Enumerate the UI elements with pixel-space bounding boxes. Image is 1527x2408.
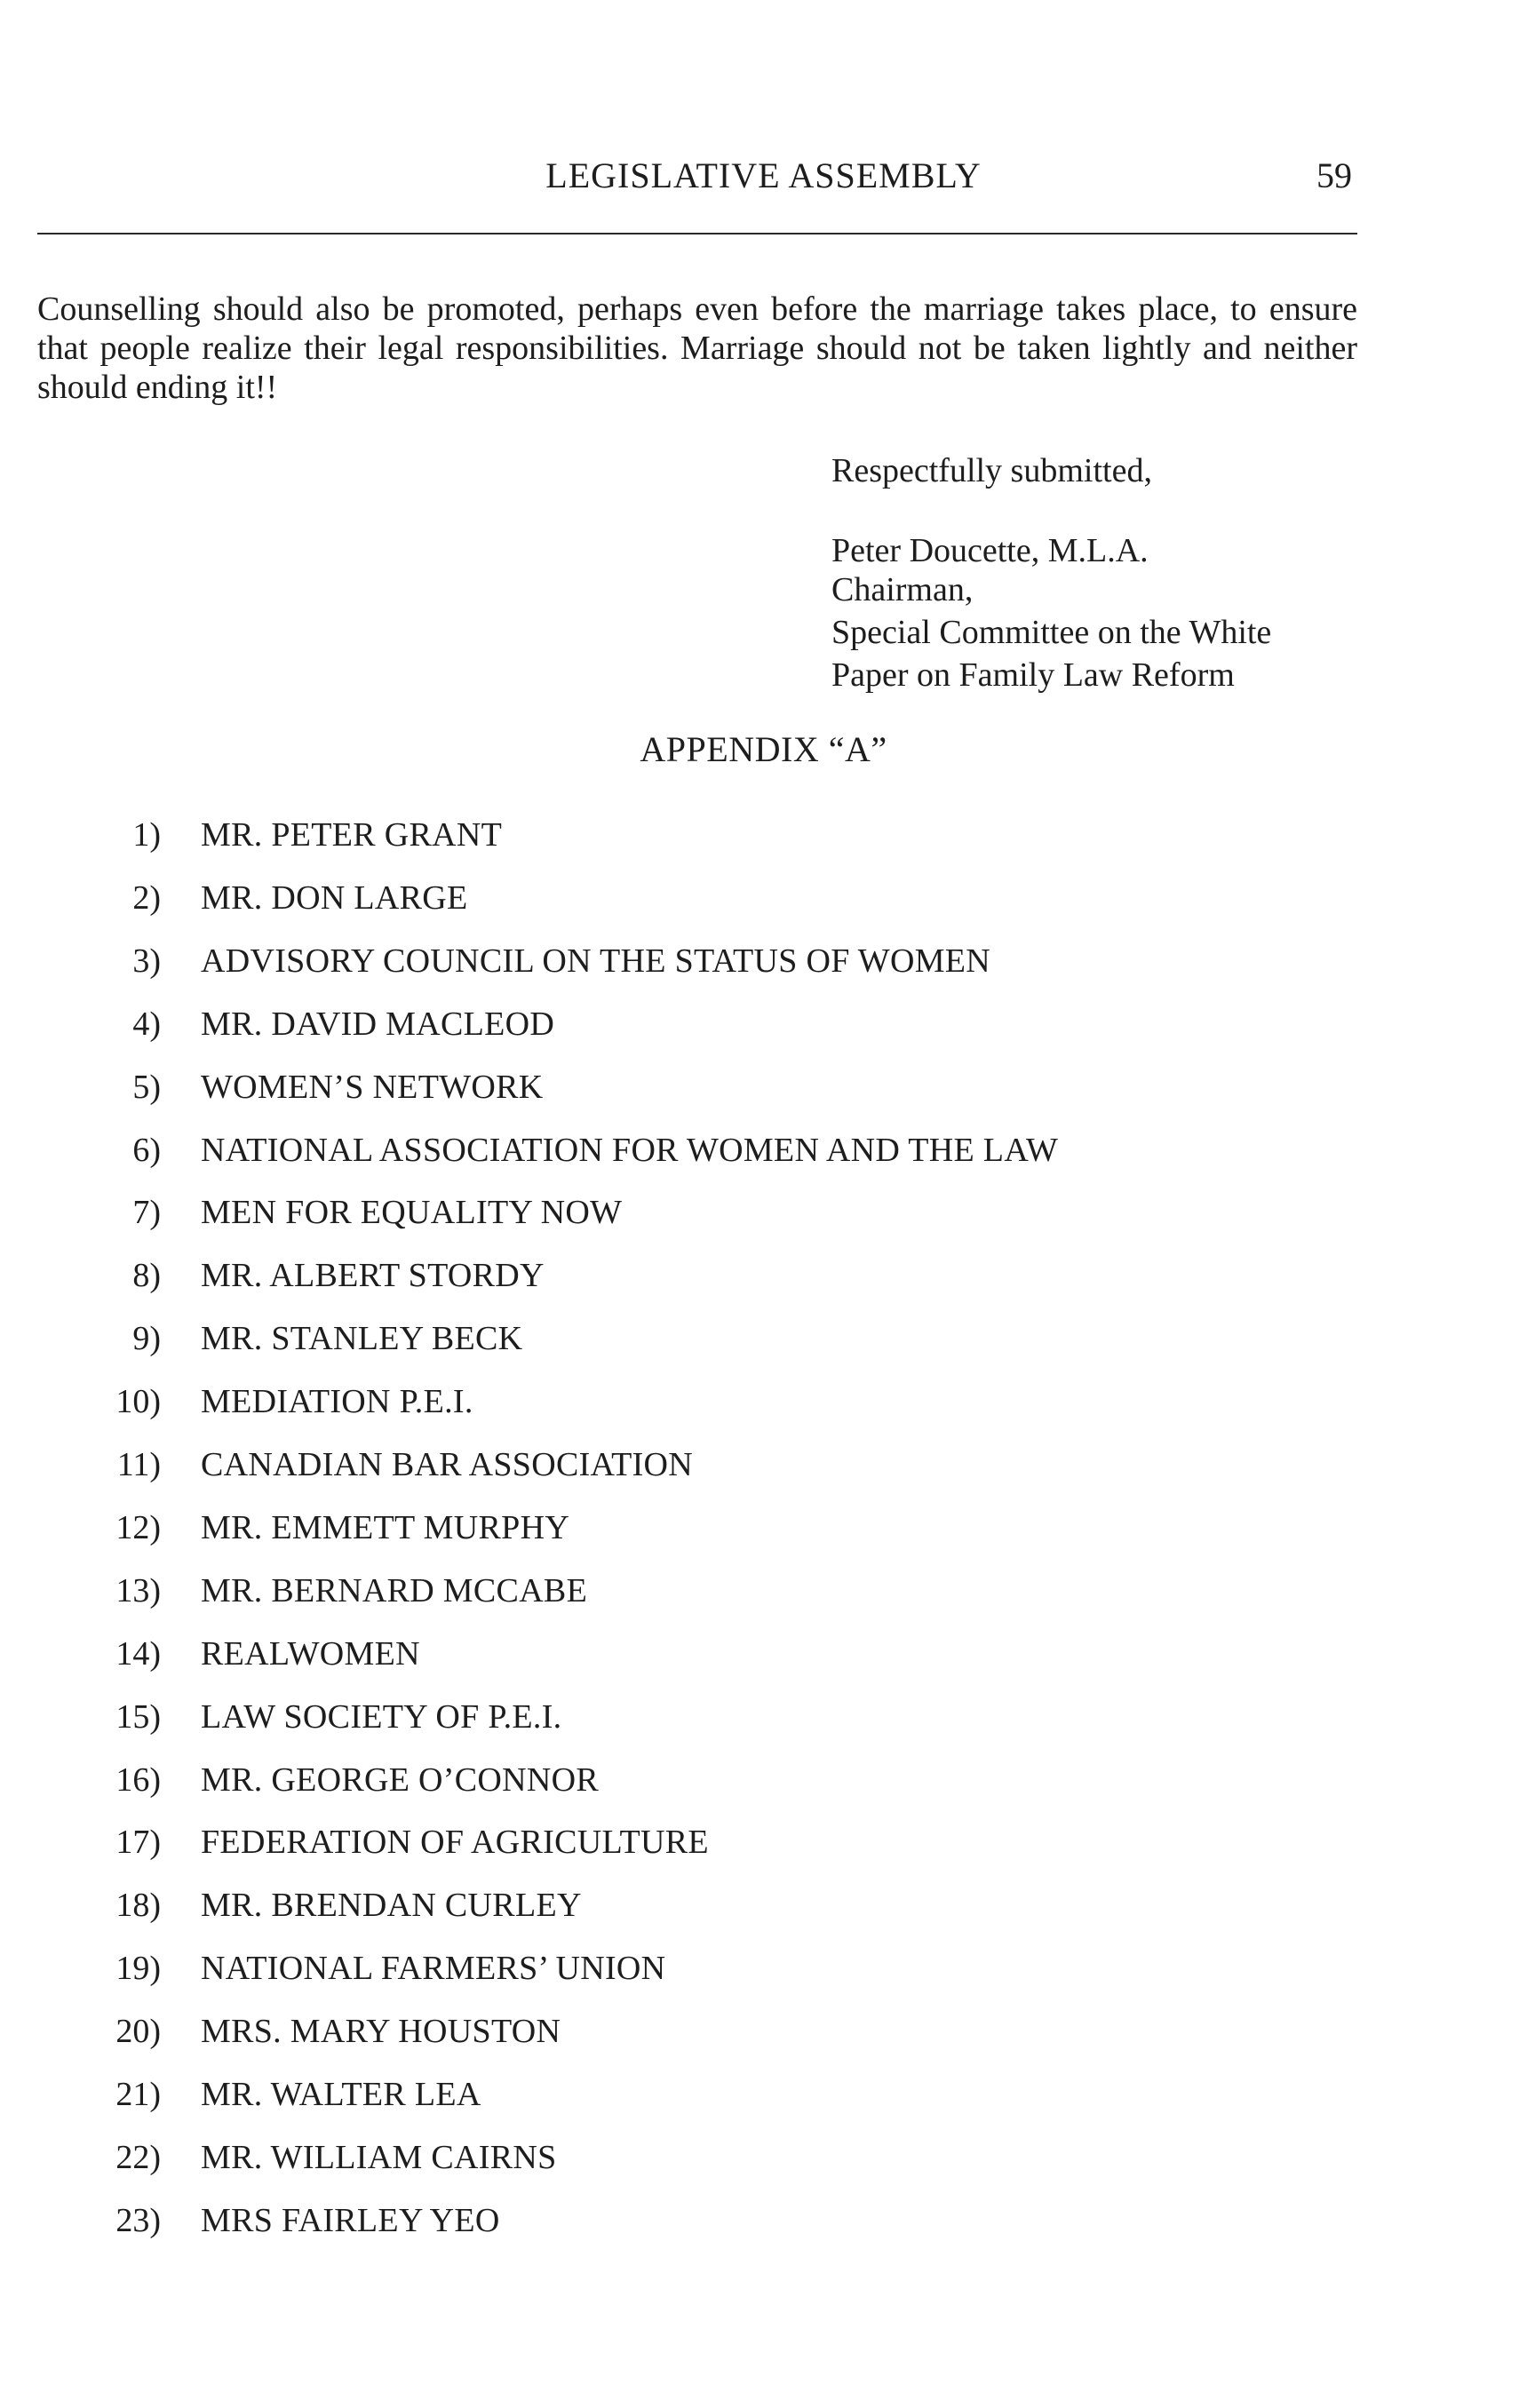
committee-name-line-2: Paper on Family Law Reform: [831, 656, 1235, 694]
list-item-number: 7): [132, 1194, 161, 1231]
list-item-number: 15): [115, 1698, 161, 1736]
signatory-name: Peter Doucette, M.L.A.: [831, 532, 1149, 569]
list-item: [0, 2135, 1527, 2180]
list-item-label: NATIONAL ASSOCIATION FOR WOMEN AND THE LAW: [201, 1132, 1059, 1169]
list-item-label: MR. WALTER LEA: [201, 2076, 481, 2113]
list-item: [0, 1316, 1527, 1361]
list-item: [0, 1883, 1527, 1927]
list-item-label: MR. PETER GRANT: [201, 816, 503, 854]
list-item-number: 11): [116, 1446, 161, 1483]
list-item-number: 21): [115, 2076, 161, 2113]
list-item-number: 1): [132, 816, 161, 854]
header-divider: [37, 233, 1357, 234]
list-item: [0, 2072, 1527, 2117]
list-item-number: 18): [115, 1887, 161, 1924]
list-item-label: MR. ALBERT STORDY: [201, 1257, 545, 1294]
list-item: [0, 1442, 1527, 1487]
running-header-title: LEGISLATIVE ASSEMBLY: [545, 155, 982, 195]
list-item-label: MEN FOR EQUALITY NOW: [201, 1194, 623, 1231]
list-item: [0, 1946, 1527, 1991]
list-item: [0, 1002, 1527, 1046]
list-item-number: 23): [115, 2202, 161, 2239]
list-item-label: LAW SOCIETY OF P.E.I.: [201, 1698, 562, 1736]
list-item: [0, 876, 1527, 920]
list-item-label: MR. STANLEY BECK: [201, 1320, 523, 1357]
list-item-number: 2): [132, 879, 161, 917]
list-item-label: MR. WILLIAM CAIRNS: [201, 2139, 557, 2176]
list-item-label: MEDIATION P.E.I.: [201, 1383, 473, 1420]
list-item: [0, 939, 1527, 983]
list-item: [0, 1065, 1527, 1109]
list-item-label: NATIONAL FARMERS’ UNION: [201, 1950, 666, 1987]
list-item-number: 12): [115, 1509, 161, 1546]
list-item: [0, 2198, 1527, 2243]
list-item-label: FEDERATION OF AGRICULTURE: [201, 1824, 709, 1861]
page-number: 59: [1316, 155, 1352, 195]
list-item: [0, 813, 1527, 857]
list-item-number: 3): [132, 942, 161, 980]
list-item: [0, 1569, 1527, 1613]
list-item-number: 10): [115, 1383, 161, 1420]
list-item: [0, 1820, 1527, 1864]
appendix-title: APPENDIX “A”: [640, 729, 887, 769]
list-item: [0, 1379, 1527, 1424]
list-item-number: 6): [132, 1132, 161, 1169]
list-item: [0, 1758, 1527, 1802]
list-item: [0, 1190, 1527, 1235]
list-item-label: MRS FAIRLEY YEO: [201, 2202, 500, 2239]
list-item-number: 9): [132, 1320, 161, 1357]
list-item-label: MR. BERNARD MCCABE: [201, 1572, 588, 1609]
list-item: [0, 1128, 1527, 1172]
list-item-label: MR. EMMETT MURPHY: [201, 1509, 570, 1546]
list-item-label: MRS. MARY HOUSTON: [201, 2013, 561, 2050]
list-item: [0, 2009, 1527, 2054]
list-item-number: 13): [115, 1572, 161, 1609]
committee-name-line-1: Special Committee on the White: [831, 614, 1272, 651]
list-item-number: 16): [115, 1761, 161, 1799]
list-item-number: 4): [132, 1005, 161, 1043]
list-item-number: 14): [115, 1635, 161, 1673]
list-item: [0, 1506, 1527, 1550]
list-item-label: MR. DAVID MACLEOD: [201, 1005, 555, 1043]
list-item-label: MR. GEORGE O’CONNOR: [201, 1761, 599, 1799]
list-item: [0, 1632, 1527, 1676]
list-item-label: MR. DON LARGE: [201, 879, 468, 917]
list-item-label: REALWOMEN: [201, 1635, 420, 1673]
list-item-number: 17): [115, 1824, 161, 1861]
list-item-number: 22): [115, 2139, 161, 2176]
list-item-number: 19): [115, 1950, 161, 1987]
signature-closing: Respectfully submitted,: [831, 452, 1152, 489]
list-item-number: 8): [132, 1257, 161, 1294]
list-item-label: CANADIAN BAR ASSOCIATION: [201, 1446, 694, 1483]
list-item-label: ADVISORY COUNCIL ON THE STATUS OF WOMEN: [201, 942, 991, 980]
list-item-number: 20): [115, 2013, 161, 2050]
list-item: [0, 1253, 1527, 1298]
list-item: [0, 1695, 1527, 1739]
list-item-label: MR. BRENDAN CURLEY: [201, 1887, 582, 1924]
list-item-label: WOMEN’S NETWORK: [201, 1069, 544, 1106]
body-paragraph: Counselling should also be promoted, perhaps even before the marriage takes place, to ensure that people realize their legal responsibilities. Marriage should not be taken lightly and neither should ending it!!: [37, 290, 1357, 406]
list-item-number: 5): [132, 1069, 161, 1106]
signatory-role: Chairman,: [831, 571, 974, 608]
